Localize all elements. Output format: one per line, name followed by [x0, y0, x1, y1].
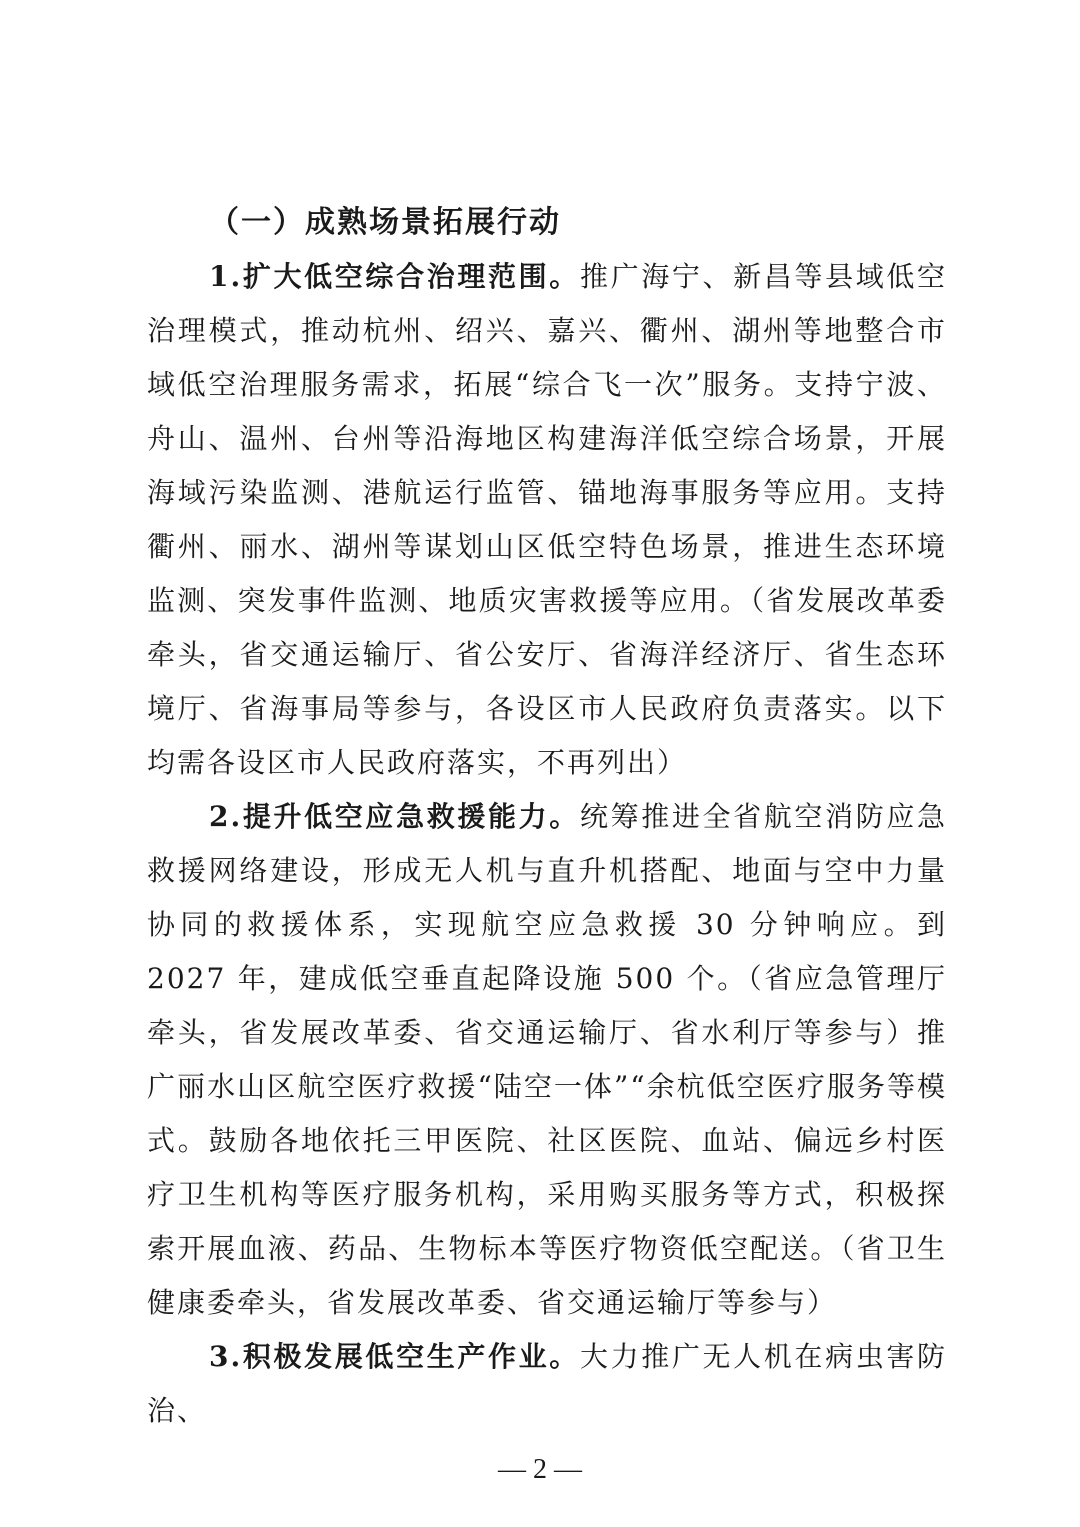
section-heading: （一）成熟场景拓展行动: [209, 205, 561, 240]
paragraph-1: [147, 250, 947, 790]
paragraph-2-lead: 2.提升低空应急救援能力。: [209, 800, 580, 833]
paragraph-2-body: 统筹推进全省航空消防应急救援网络建设，形成无人机与直升机搭配、地面与空中力量协同的救援体系，实现航空应急救援 30 分钟响应。到 2027 年，建成低空垂直起降设施 500 个。（省应急管理厅牵头，省发展改革委、省交通运输厅、省水利厅等参与）推广丽水山区航空医疗救援“陆空一体”“余杭低空医疗服务等模式。鼓励各地依托三甲医院、社区医院、血站、偏远乡村医疗卫生机构等医疗服务机构，采用购买服务等方式，积极探索开展血液、药品、生物标本等医疗物资低空配送。（省卫生健康委牵头，省发展改革委、省交通运输厅等参与）: [147, 800, 947, 1319]
paragraph-1-lead: 1.扩大低空综合治理范围。: [209, 260, 580, 293]
paragraph-3-lead: 3.积极发展低空生产作业。: [209, 1340, 580, 1373]
paragraph-3-body: 大力推广无人机在病虫害防治、: [147, 1340, 947, 1427]
paragraph-1-body: 推广海宁、新昌等县域低空治理模式，推动杭州、绍兴、嘉兴、衢州、湖州等地整合市域低空治理服务需求，拓展“综合飞一次”服务。支持宁波、舟山、温州、台州等沿海地区构建海洋低空综合场景，开展海域污染监测、港航运行监管、锚地海事服务等应用。支持衢州、丽水、湖州等谋划山区低空特色场景，推进生态环境监测、突发事件监测、地质灾害救援等应用。（省发展改革委牵头，省交通运输厅、省公安厅、省海洋经济厅、省生态环境厅、省海事局等参与，各设区市人民政府负责落实。以下均需各设区市人民政府落实，不再列出）: [147, 260, 947, 779]
paragraph-3: [147, 1330, 947, 1438]
paragraph-2: [147, 790, 947, 1330]
page-number: — 2 —: [498, 1454, 582, 1485]
document-body: [147, 196, 947, 1438]
